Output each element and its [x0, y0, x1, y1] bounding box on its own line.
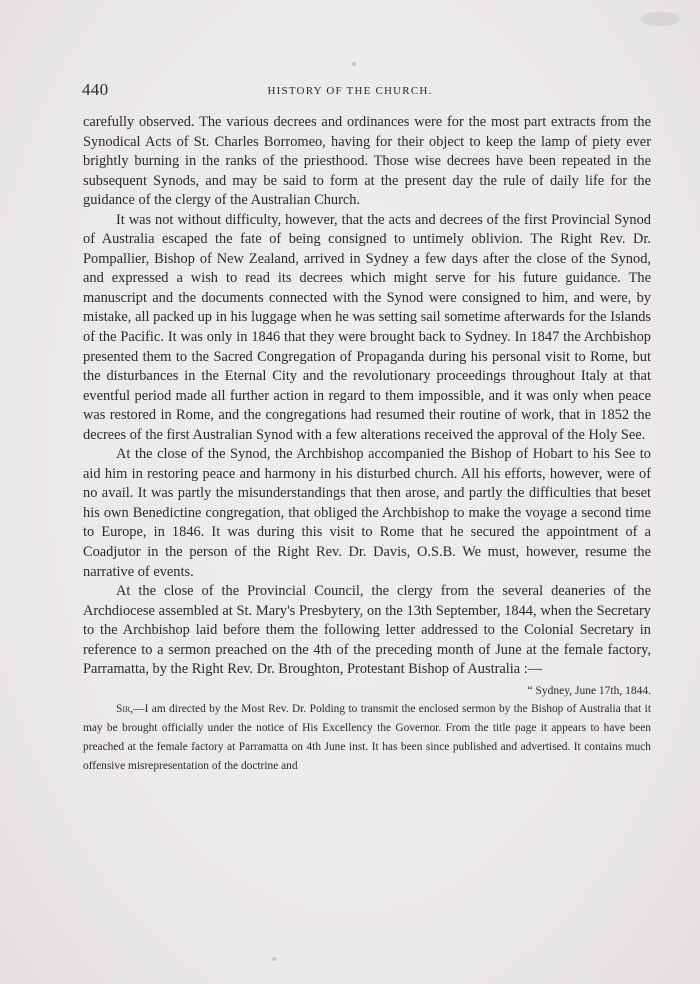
letter-text: —I am directed by the Most Rev. Dr. Polding to transmit the enclosed sermon by the Bishop of Australia that it may be brought officially under the notice of His Excellency the Governor. From the title page it appears to have been preached at the female factory at Parramatta on 4th June inst. It has been since published and advertised. It contains much offensive misrepresentation of the doctrine and	[83, 702, 651, 772]
letter-salutation: Sir,	[116, 702, 134, 715]
body-text	[83, 113, 651, 776]
letter-dateline: “ Sydney, June 17th, 1844.	[527, 684, 651, 697]
paragraph: It was not without difficulty, however, that the acts and decrees of the first Provincial Synod of Australia escaped the fate of being consigned to untimely oblivion. The Right Rev. Dr. Pompallier, Bishop of New Zealand, arrived in Sydney a few days after the close of the Synod, and expressed a wish to read its decrees which might serve for his future guidance. The manuscript and the documents connected with the Synod were consigned to him, and were, by mistake, all packed up in his luggage when he was setting sail sometime afterwards for the Islands of the Pacific. It was only in 1846 that they were brought back to Sydney. In 1847 the Archbishop presented them to the Sacred Congregation of Propaganda during his personal visit to Rome, but the disturbances in the Eternal City and the revolutionary proceedings throughout Italy at that eventful period made all further action in regard to them impossible, and it was only when peace was restored in Rome, and the congregations had resumed their routine of work, that in 1852 the decrees of the first Australian Synod with a few alterations received the approval of the Holy See.	[83, 211, 651, 443]
paragraph: At the close of the Synod, the Archbishop accompanied the Bishop of Hobart to his See to aid him in restoring peace and harmony in his disturbed church. All his efforts, however, were of no avail. It was partly the misunderstandings that then arose, and partly the difficulties that beset his own Benedictine congregation, that obliged the Archbishop to make the voyage a second time to Europe, in 1846. It was during this visit to Rome that he secured the appointment of a Coadjutor in the person of the Right Rev. Dr. Davis, O.S.B. We must, however, resume the narrative of events.	[83, 446, 651, 580]
quoted-letter	[83, 700, 651, 776]
paragraph: At the close of the Provincial Council, the clergy from the several deaneries of the Archdiocese assembled at St. Mary's Presbytery, on the 13th September, 1844, when the Secretary to the Archbishop laid before them the following letter addressed to the Colonial Secretary in reference to a sermon preached on the 4th of the preceding month of June at the female factory, Parramatta, by the Right Rev. Dr. Broughton, Protestant Bishop of Australia :—	[83, 583, 651, 678]
page-number: 440	[82, 80, 109, 99]
paragraph: carefully observed. The various decrees and ordinances were for the most part extracts from the Synodical Acts of St. Charles Borromeo, having for their object to keep the lamp of piety ever brightly burning in the ranks of the priesthood. Those wise decrees have been repeated in the subsequent Synods, and may be said to form at the present day the rule of daily life for the guidance of the clergy of the Australian Church.	[83, 114, 651, 209]
running-head: HISTORY OF THE CHURCH.	[267, 85, 433, 97]
